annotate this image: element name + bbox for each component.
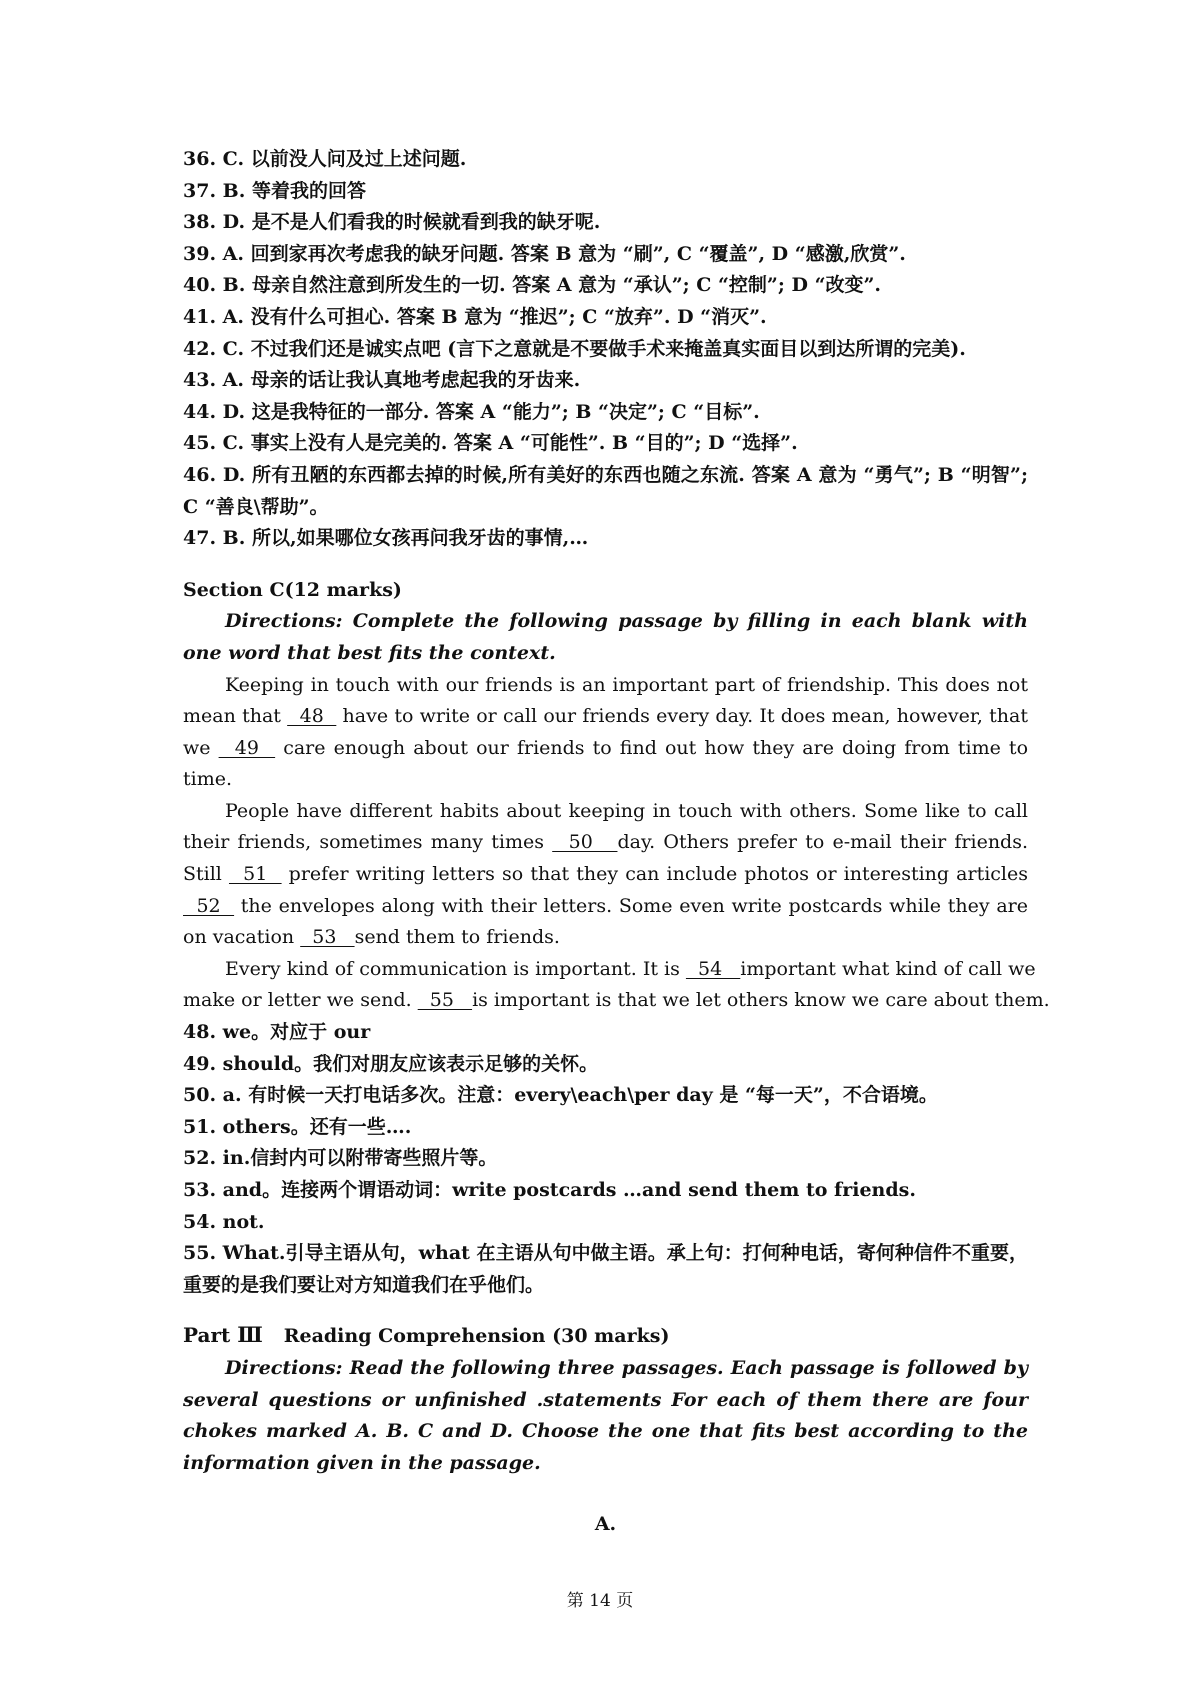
part-heading: Part Ⅲ Reading Comprehension (30 marks): [183, 1322, 670, 1348]
blank-52: 52: [183, 894, 235, 917]
answer-41: 41. A. 没有什么可担心. 答案 B 意为 “推迟”; C “放弃”. D “消灭”.: [183, 305, 767, 328]
blank-53: 53: [300, 926, 355, 949]
blank-50: 50: [552, 831, 618, 854]
part-numeral: Ⅲ: [237, 1322, 263, 1348]
section-directions: Directions: Complete the following passage by filling in each blank with one word that best fits the context.: [183, 610, 1028, 664]
answer-42: 42. C. 不过我们还是诚实点吧 (言下之意就是不要做手术来掩盖真实面目以到达所谓的完美).: [183, 337, 966, 360]
answer-49: 49. should。我们对朋友应该表示足够的关怀。: [183, 1052, 599, 1075]
answer-48: 48. we。对应于 our: [183, 1021, 371, 1044]
passage-paragraph-2: People have different habits about keeping in touch with others. Some like to call their friends, sometimes many times 50 day. Others prefer to e-mail their friends. Still 51 prefer writing letters so that they can include photos or interesting articles 52 the envelopes along with their letters. Some even write postcards while they are on vacation 53 send them to friends.: [183, 799, 1029, 949]
passage-paragraph-1: Keeping in touch with our friends is an important part of friendship. This does not mean that 48 have to write or call our friends every day. It does mean, however, that we 49 care enough about our friends to find out how they are doing from time to time.: [183, 673, 1029, 791]
blank-48: 48: [287, 705, 337, 728]
passage-label: A.: [594, 1513, 617, 1536]
section-c: [183, 575, 1050, 1017]
blank-55: 55: [417, 989, 473, 1012]
answer-39: 39. A. 回到家再次考虑我的缺牙问题. 答案 B 意为 “刷”, C “覆盖”, D “感激,欣赏”.: [183, 242, 906, 265]
answer-list-c: [183, 1017, 1028, 1301]
answer-51: 51. others。还有一些….: [183, 1115, 412, 1138]
blank-49: 49: [218, 736, 276, 759]
answer-53: 53. and。连接两个谓语动词：write postcards …and send them to friends.: [183, 1179, 916, 1201]
section-heading: Section C(12 marks): [183, 578, 402, 601]
blank-54: 54: [685, 957, 741, 980]
part-directions: Directions: Read the following three passages. Each passage is followed by several questions or unfinished .statements For each of them there are four chokes marked A. B. C and D. Choose the one that fits best according to the information given in the passage.: [183, 1356, 1028, 1474]
answer-43: 43. A. 母亲的话让我认真地考虑起我的牙齿来.: [183, 369, 581, 392]
part-3: [183, 1319, 1028, 1541]
answer-55: 55. What.引导主语从句，what 在主语从句中做主语。承上句：打何种电话，寄何种信件不重要，重要的是我们要让对方知道我们在乎他们。: [183, 1242, 1028, 1296]
passage-paragraph-3-cont: make or letter we send. 55 is important is that we let others know we care about them.: [183, 989, 1050, 1012]
answer-37: 37. B. 等着我的回答: [183, 179, 366, 202]
blank-51: 51: [228, 863, 282, 886]
answer-50: 50. a. 有时候一天打电话多次。注意：every\each\per day 是 “每一天”，不合语境。: [183, 1084, 938, 1107]
document-body: [183, 144, 1050, 1541]
passage-paragraph-3: Every kind of communication is important. It is 54 important what kind of call we: [225, 957, 1036, 980]
answer-54: 54. not.: [183, 1210, 265, 1233]
part-title: Reading Comprehension (30 marks): [283, 1325, 670, 1348]
answer-46: 46. D. 所有丑陋的东西都去掉的时候,所有美好的东西也随之东流. 答案 A 意为 “勇气”; B “明智”; C “善良\帮助”。: [183, 463, 1028, 518]
answer-47: 47. B. 所以,如果哪位女孩再问我牙齿的事情,…: [183, 527, 589, 550]
answer-45: 45. C. 事实上没有人是完美的. 答案 A “可能性”. B “目的”; D “选择”.: [183, 432, 798, 455]
answer-40: 40. B. 母亲自然注意到所发生的一切. 答案 A 意为 “承认”; C “控制”; D “改变”.: [183, 274, 882, 297]
answer-36: 36. C. 以前没人问及过上述问题.: [183, 148, 467, 170]
answer-38: 38. D. 是不是人们看我的时候就看到我的缺牙呢.: [183, 211, 601, 234]
answer-52: 52. in.信封内可以附带寄些照片等。: [183, 1147, 498, 1170]
page-number: 第 14 页: [566, 1591, 634, 1611]
answer-list-b: [183, 144, 1028, 555]
answer-44: 44. D. 这是我特征的一部分. 答案 A “能力”; B “决定”; C “目标”.: [183, 400, 760, 423]
